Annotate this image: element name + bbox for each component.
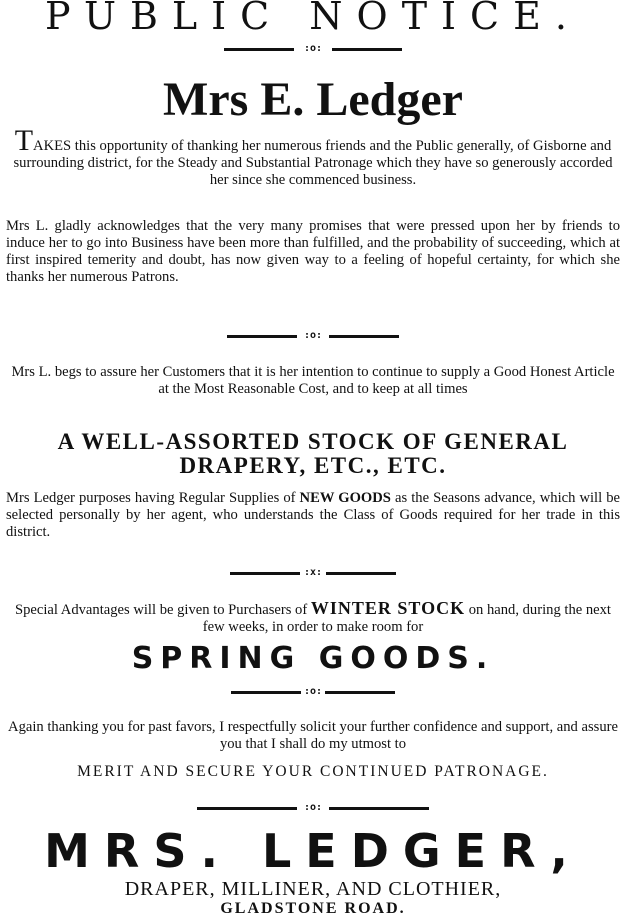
paragraph-assurance-text: Mrs L. begs to assure her Customers that it is her intention to continue to supply a Good Honest Article at the Most Reasonable Cost, and to keep at all times bbox=[11, 364, 615, 397]
stock-line-1: A WELL-ASSORTED STOCK OF GENERAL bbox=[57, 429, 569, 454]
spring-goods: SPRING GOODS. bbox=[131, 641, 495, 676]
stock-heading bbox=[0, 430, 626, 478]
winter-stock-label: WINTER STOCK bbox=[310, 598, 466, 618]
signature-block bbox=[0, 826, 626, 876]
paragraph-assurance bbox=[0, 364, 626, 398]
merit-text: MERIT AND SECURE YOUR CONTINUED PATRONAGE. bbox=[77, 763, 549, 780]
occupation-block bbox=[0, 878, 626, 900]
stock-line-2: DRAPERY, ETC., ETC. bbox=[179, 453, 447, 478]
paragraph-acknowledgement bbox=[0, 218, 626, 286]
paragraph-special-end: on hand, during the next few weeks, in order to make room for bbox=[202, 602, 611, 635]
notice-heading: PUBLIC NOTICE. bbox=[45, 0, 581, 38]
divider-4 bbox=[0, 685, 626, 699]
paragraph-closing-text: Again thanking you for past favors, I respectfully solicit your further confidence and support, and assure you that I shall do my utmost to bbox=[8, 719, 618, 752]
paragraph-acknowledgement-text: Mrs L. gladly acknowledges that the very many promises that were pressed upon her by friends to induce her to go into Business have been more than fulfilled, and the probability of succeeding, which at first inspired temerity and doubt, has now given way to a feeling of hopeful certainty, for which she thanks her numerous Patrons. bbox=[6, 218, 620, 285]
address-text: GLADSTONE ROAD. bbox=[220, 900, 406, 917]
paragraph-thanks bbox=[0, 124, 626, 189]
paragraph-closing bbox=[0, 719, 626, 753]
paragraph-supplies bbox=[0, 490, 626, 541]
paragraph-supplies-start: Mrs Ledger purposes having Regular Supplies of bbox=[6, 490, 300, 506]
drop-cap: T bbox=[14, 124, 34, 157]
divider-3 bbox=[0, 566, 626, 580]
merit-line bbox=[0, 762, 626, 782]
paragraph-special bbox=[0, 600, 626, 636]
divider: :x: bbox=[230, 566, 396, 580]
signature-name: MRS. LEDGER, bbox=[44, 824, 582, 878]
paragraph-thanks-text: AKES this opportunity of thanking her numerous friends and the Public generally, of Gisborne and surrounding district, for the Steady and Substantial Patronage which they have so generously accorded her since she commenced business. bbox=[13, 138, 613, 188]
paragraph-special-start: Special Advantages will be given to Purchasers of bbox=[15, 602, 311, 618]
divider: :o: bbox=[227, 329, 399, 343]
occupation-text: DRAPER, MILLINER, AND CLOTHIER, bbox=[124, 878, 502, 900]
advertiser-name: Mrs E. Ledger bbox=[163, 73, 463, 126]
address-block bbox=[0, 900, 626, 918]
new-goods-label: NEW GOODS bbox=[299, 490, 391, 506]
divider: :o: bbox=[231, 685, 395, 699]
top-divider bbox=[0, 42, 626, 56]
spring-goods-banner bbox=[0, 642, 626, 676]
divider-5 bbox=[0, 801, 626, 815]
divider: :o: bbox=[197, 801, 429, 815]
divider-2 bbox=[0, 329, 626, 343]
divider: :o: bbox=[224, 42, 402, 56]
paragraph-supplies-end: as the Seasons advance, which will be selected personally by her agent, who understands the Class of Goods required for her trade in this district. bbox=[6, 490, 621, 540]
